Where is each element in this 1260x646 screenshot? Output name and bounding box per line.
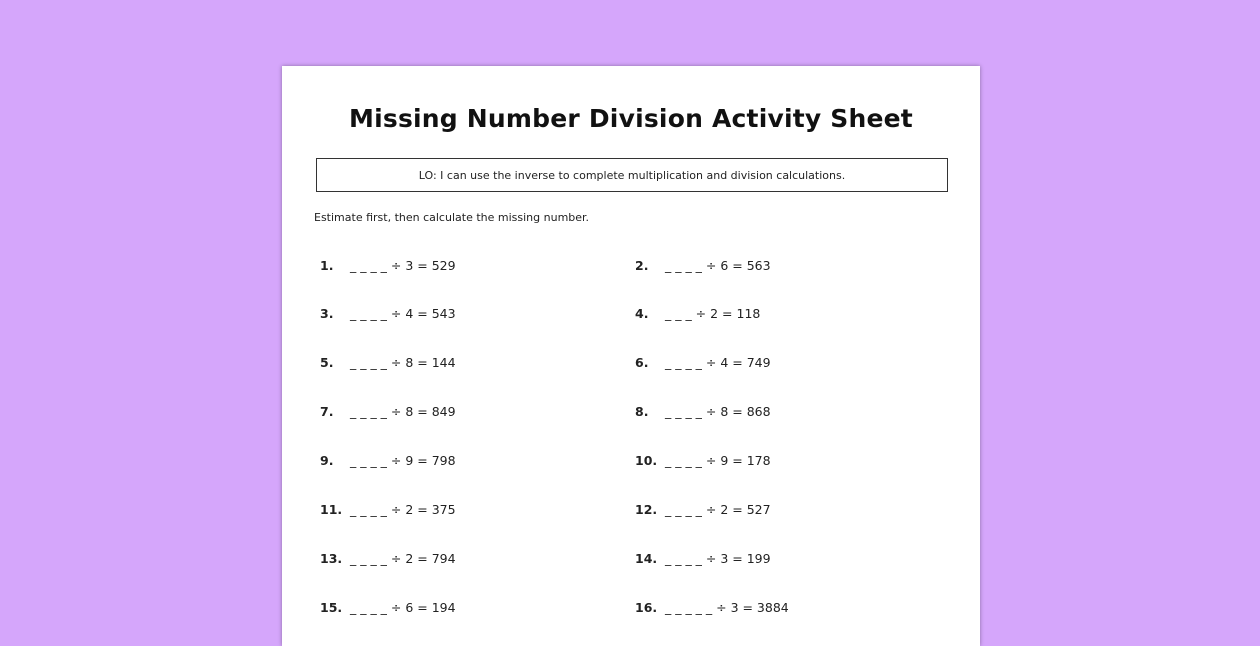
question-number: 12.	[635, 502, 658, 517]
question-13	[320, 551, 456, 566]
question-8	[635, 404, 771, 419]
question-number: 16.	[635, 600, 658, 615]
question-expression: _ _ _ _ ÷ 2 = 375	[350, 502, 456, 517]
question-number: 11.	[320, 502, 343, 517]
question-number: 13.	[320, 551, 343, 566]
question-expression: _ _ _ ÷ 2 = 118	[665, 306, 761, 321]
question-expression: _ _ _ _ ÷ 9 = 798	[350, 453, 456, 468]
question-1	[320, 258, 456, 273]
question-expression: _ _ _ _ ÷ 2 = 794	[350, 551, 456, 566]
question-6	[635, 355, 771, 370]
question-number: 9.	[320, 453, 334, 468]
question-expression: _ _ _ _ ÷ 6 = 563	[665, 258, 771, 273]
question-11	[320, 502, 456, 517]
question-expression: _ _ _ _ ÷ 3 = 529	[350, 258, 456, 273]
question-5	[320, 355, 456, 370]
question-number: 15.	[320, 600, 343, 615]
question-4	[635, 306, 760, 321]
question-number: 4.	[635, 306, 649, 321]
question-12	[635, 502, 771, 517]
worksheet-page	[282, 66, 980, 646]
question-expression: _ _ _ _ ÷ 6 = 194	[350, 600, 456, 615]
question-expression: _ _ _ _ ÷ 3 = 199	[665, 551, 771, 566]
question-expression: _ _ _ _ ÷ 9 = 178	[665, 453, 771, 468]
instruction-text: Estimate first, then calculate the missing number.	[314, 211, 590, 224]
question-number: 14.	[635, 551, 658, 566]
question-9	[320, 453, 456, 468]
question-expression: _ _ _ _ ÷ 4 = 543	[350, 306, 456, 321]
question-number: 8.	[635, 404, 649, 419]
question-3	[320, 306, 456, 321]
learning-objective-box	[316, 158, 948, 192]
page-title: Missing Number Division Activity Sheet	[349, 104, 913, 133]
question-number: 7.	[320, 404, 334, 419]
question-expression: _ _ _ _ ÷ 4 = 749	[665, 355, 771, 370]
question-14	[635, 551, 771, 566]
question-expression: _ _ _ _ _ ÷ 3 = 3884	[665, 600, 789, 615]
question-2	[635, 258, 771, 273]
question-expression: _ _ _ _ ÷ 8 = 144	[350, 355, 456, 370]
question-10	[635, 453, 771, 468]
question-number: 6.	[635, 355, 649, 370]
question-number: 10.	[635, 453, 658, 468]
question-number: 2.	[635, 258, 649, 273]
question-16	[635, 600, 789, 615]
question-expression: _ _ _ _ ÷ 2 = 527	[665, 502, 771, 517]
question-7	[320, 404, 456, 419]
question-expression: _ _ _ _ ÷ 8 = 849	[350, 404, 456, 419]
learning-objective-text: LO: I can use the inverse to complete multiplication and division calculations.	[418, 168, 846, 182]
question-15	[320, 600, 456, 615]
question-number: 3.	[320, 306, 334, 321]
question-number: 1.	[320, 258, 334, 273]
question-number: 5.	[320, 355, 334, 370]
question-expression: _ _ _ _ ÷ 8 = 868	[665, 404, 771, 419]
